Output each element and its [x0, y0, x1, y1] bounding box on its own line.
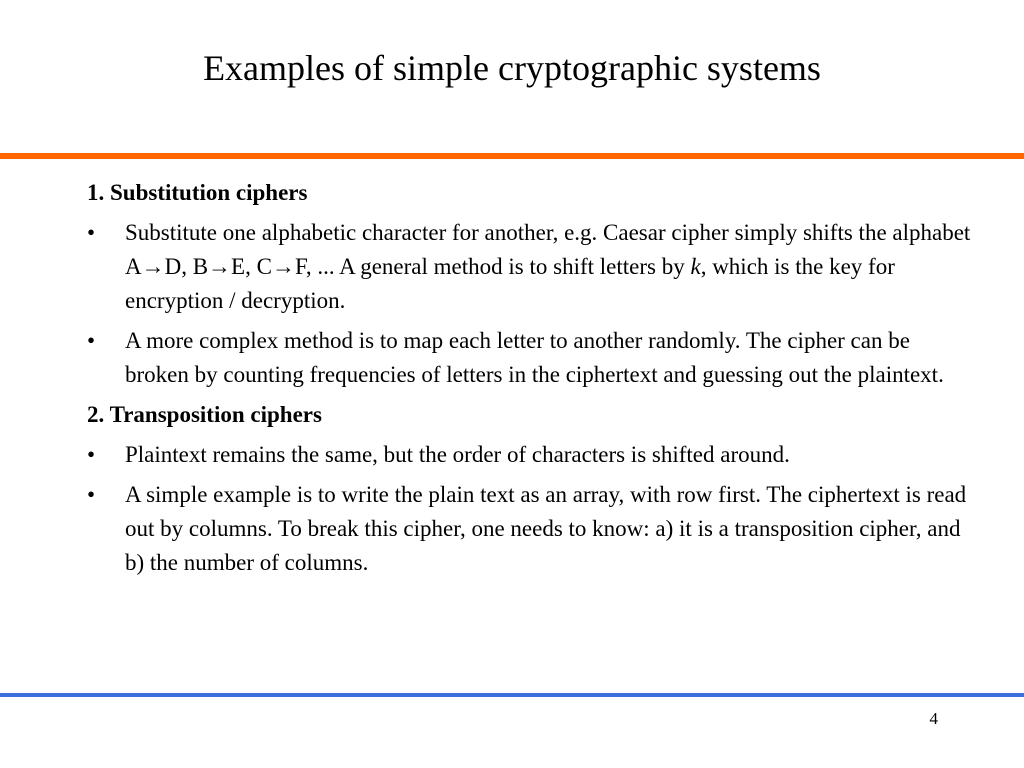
transposition-bullet-list	[87, 438, 977, 580]
top-divider	[0, 153, 1024, 159]
bullet-item	[87, 478, 977, 580]
bullet-icon: •	[87, 482, 96, 507]
section-heading-transposition: 2. Transposition ciphers	[87, 402, 322, 427]
bullet-text	[125, 220, 970, 313]
substitution-bullet-list	[87, 216, 977, 392]
key-variable: k	[690, 254, 701, 279]
slide-content	[87, 176, 977, 586]
bullet-icon: •	[87, 220, 96, 245]
bullet-icon: •	[87, 442, 96, 467]
bullet-text: A more complex method is to map each letter to another randomly. The cipher can be broken by counting frequencies of letters in the ciphertext and guessing out the plaintext.	[125, 328, 944, 387]
page-number: 4	[929, 709, 938, 728]
bullet-text: A simple example is to write the plain text as an array, with row first. The ciphertext is read out by columns. To break this cipher, one needs to know: a) it is a transposition cipher, and b) the number of columns.	[125, 482, 967, 575]
bullet-icon: •	[87, 328, 96, 353]
section-heading-substitution: 1. Substitution ciphers	[87, 180, 308, 205]
bottom-divider	[0, 693, 1024, 697]
slide-title: Examples of simple cryptographic systems	[203, 48, 821, 88]
bullet-text: Plaintext remains the same, but the order of characters is shifted around.	[125, 442, 790, 467]
bullet-item	[87, 216, 977, 318]
bullet-item	[87, 324, 977, 392]
bullet-text-end: , which is the key for encryption / decryption.	[125, 254, 895, 313]
bullet-text-start: Substitute one alphabetic character for another, e.g. Caesar cipher simply shifts the alphabet A→D, B→E, C→F, ... A general method is to shift letters by	[125, 220, 971, 279]
bullet-item	[87, 438, 977, 472]
